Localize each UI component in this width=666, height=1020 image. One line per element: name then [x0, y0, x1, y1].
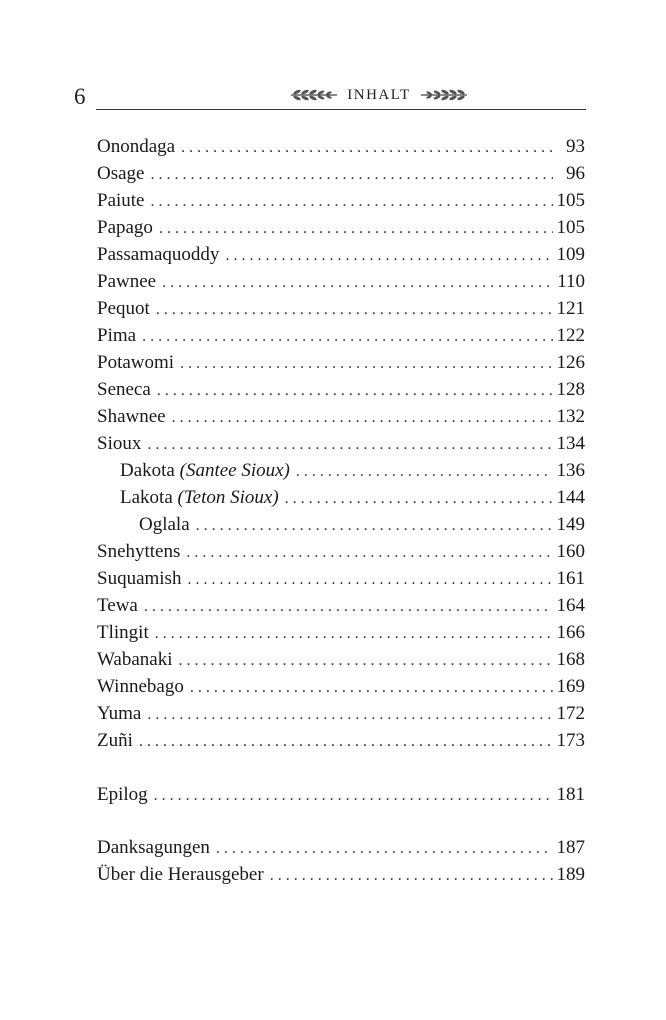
toc-entry-zuni	[97, 727, 585, 754]
toc-entry-subtitle: (Teton Sioux)	[177, 487, 279, 508]
section-spacer	[97, 754, 585, 781]
dot-leader	[225, 242, 552, 269]
toc-entry-title: Oglala	[139, 514, 190, 535]
toc-entry-page: 105	[556, 217, 585, 238]
dot-leader	[296, 458, 553, 485]
toc-entry-title: Snehyttens	[97, 541, 181, 562]
toc-entry-title	[120, 457, 290, 484]
section-spacer	[97, 808, 585, 834]
toc-entry-page: 126	[556, 352, 585, 373]
dot-leader	[142, 323, 552, 350]
toc-entry-page: 173	[556, 730, 585, 751]
toc-entry-page: 160	[556, 541, 585, 562]
toc-entry-subtitle: (Santee Sioux)	[179, 460, 290, 481]
toc-entry-epilog	[97, 781, 585, 808]
toc-entry-snehyttens	[97, 538, 585, 565]
toc-entry-danksagungen	[97, 834, 585, 861]
dot-leader	[285, 485, 553, 512]
dot-leader	[151, 188, 553, 215]
toc-entry-page: 166	[556, 622, 585, 643]
toc-entry-title: Pima	[97, 325, 137, 346]
dot-leader	[180, 350, 552, 377]
dot-leader	[147, 431, 552, 458]
toc-entry-page: 132	[556, 406, 585, 427]
header-title-group	[252, 86, 506, 104]
dot-leader	[139, 728, 553, 755]
dot-leader	[150, 161, 553, 188]
header-title: INHALT	[347, 86, 411, 103]
dot-leader	[172, 404, 553, 431]
toc-entry-title: Yuma	[97, 703, 142, 724]
toc-entry-yuma	[97, 700, 585, 727]
toc-entry-title: Sioux	[97, 433, 142, 454]
wheat-sprig-right-icon	[419, 86, 469, 104]
toc-entry-page: 168	[556, 649, 585, 670]
toc-entry-sioux	[97, 430, 585, 457]
dot-leader	[216, 835, 553, 862]
dot-leader	[162, 269, 553, 296]
dot-leader	[181, 134, 553, 161]
dot-leader	[144, 593, 553, 620]
toc-entry-papago	[97, 214, 585, 241]
dot-leader	[187, 566, 552, 593]
toc-entry-title: Epilog	[97, 784, 148, 805]
toc-entry-title: Papago	[97, 217, 153, 238]
toc-entry-page: 187	[556, 837, 585, 858]
toc-entry-page: 110	[557, 271, 585, 292]
toc-entry-seneca	[97, 376, 585, 403]
dot-leader	[155, 620, 553, 647]
toc-entry-page: 169	[556, 676, 585, 697]
toc-entry-title: Osage	[97, 163, 145, 184]
toc-entry-title: Danksagungen	[97, 837, 210, 858]
toc-entry-title: Winnebago	[97, 676, 184, 697]
toc-entry-title: Suquamish	[97, 568, 182, 589]
toc-entry-title: Shawnee	[97, 406, 166, 427]
toc-entry-page: 109	[556, 244, 585, 265]
toc-entry-paiute	[97, 187, 585, 214]
toc-entry-shawnee	[97, 403, 585, 430]
toc-entry-pawnee	[97, 268, 585, 295]
dot-leader	[156, 296, 553, 323]
toc-entry-title: Potawomi	[97, 352, 175, 373]
toc-entry-page: 189	[556, 864, 585, 885]
toc-entry-title: Passamaquoddy	[97, 244, 220, 265]
toc-entry-page: 144	[556, 487, 585, 508]
dot-leader	[159, 215, 553, 242]
page-number: 6	[74, 84, 86, 109]
toc-entry-tlingit	[97, 619, 585, 646]
toc-entry-title: Über die Herausgeber	[97, 864, 264, 885]
toc-entry-title	[120, 484, 279, 511]
toc-entry-osage	[97, 160, 585, 187]
toc-entry-title: Zuñi	[97, 730, 133, 751]
toc-entry-lakota	[97, 484, 585, 511]
toc-entry-page: 149	[556, 514, 585, 535]
dot-leader	[157, 377, 553, 404]
toc-entry-winnebago	[97, 673, 585, 700]
toc-entry-page: 136	[556, 460, 585, 481]
toc-entry-title: Pawnee	[97, 271, 157, 292]
running-header	[74, 82, 586, 114]
dot-leader	[147, 701, 552, 728]
toc-entry-page: 93	[566, 136, 585, 157]
toc-entry-onondaga	[97, 133, 585, 160]
toc-entry-title: Onondaga	[97, 136, 176, 157]
toc-entry-page: 121	[556, 298, 585, 319]
toc-entry-title: Wabanaki	[97, 649, 173, 670]
dot-leader	[190, 674, 553, 701]
toc-entry-suquamish	[97, 565, 585, 592]
dot-leader	[186, 539, 552, 566]
toc-entry-wabanaki	[97, 646, 585, 673]
toc-entry-title: Paiute	[97, 190, 145, 211]
toc-entry-title: Pequot	[97, 298, 150, 319]
toc-entry-passamaquoddy	[97, 241, 585, 268]
toc-entry-page: 128	[556, 379, 585, 400]
toc-entry-page: 172	[556, 703, 585, 724]
toc-entry-page: 161	[556, 568, 585, 589]
toc-entry-pequot	[97, 295, 585, 322]
toc-entry-title: Tewa	[97, 595, 138, 616]
wheat-sprig-left-icon	[289, 86, 339, 104]
toc-entry-potawomi	[97, 349, 585, 376]
toc-entry-page: 164	[556, 595, 585, 616]
dot-leader	[179, 647, 553, 674]
toc-entry-oglala	[97, 511, 585, 538]
toc-entry-pima	[97, 322, 585, 349]
toc-entry-page: 134	[556, 433, 585, 454]
toc-entry-ueber-die-herausgeber	[97, 861, 585, 888]
dot-leader	[196, 512, 553, 539]
table-of-contents	[97, 133, 585, 888]
toc-entry-dakota	[97, 457, 585, 484]
header-rule	[96, 109, 586, 110]
toc-entry-page: 122	[556, 325, 585, 346]
toc-entry-title: Seneca	[97, 379, 151, 400]
dot-leader	[270, 862, 553, 889]
toc-entry-page: 181	[556, 784, 585, 805]
dot-leader	[154, 782, 553, 809]
toc-entry-name: Dakota	[120, 460, 175, 481]
toc-entry-name: Lakota	[120, 487, 173, 508]
toc-entry-title: Tlingit	[97, 622, 149, 643]
toc-entry-tewa	[97, 592, 585, 619]
toc-entry-page: 96	[566, 163, 585, 184]
toc-entry-page: 105	[556, 190, 585, 211]
